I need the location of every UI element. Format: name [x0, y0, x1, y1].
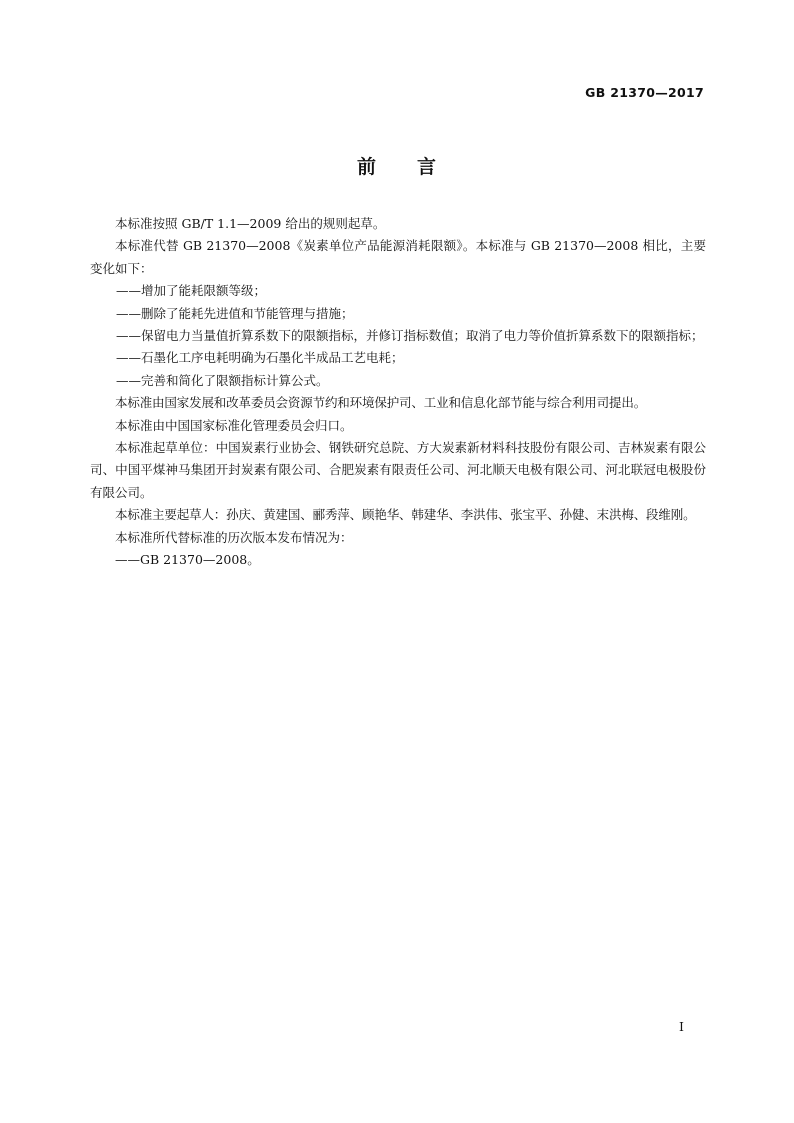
title-part-1: 前: [356, 156, 377, 178]
page-number: I: [679, 1019, 684, 1034]
drafting-units-paragraph: 本标准起草单位：中国炭素行业协会、钢铁研究总院、方大炭素新材料科技股份有限公司、吉林炭素有限公司、中国平煤神马集团开封炭素有限公司、合肥炭素有限责任公司、河北顺天电极有限公司、河北联冠电极股份有限公司。: [90, 440, 706, 500]
proposed-by-paragraph: 本标准由国家发展和改革委员会资源节约和环境保护司、工业和信息化部节能与综合利用司提出。: [115, 395, 647, 411]
replaces-paragraph: 本标准代替 GB 21370—2008《炭素单位产品能源消耗限额》。本标准与 GB 21370—2008 相比，主要变化如下：: [90, 238, 706, 276]
change-list-item: ——删除了能耗先进值和节能管理与措施；: [116, 305, 354, 321]
title-part-2: 言: [417, 156, 438, 178]
change-list-item: ——增加了能耗限额等级；: [116, 283, 267, 299]
previous-editions-paragraph: 本标准所代替标准的历次版本发布情况为：: [115, 529, 353, 545]
change-list-item: ——保留电力当量值折算系数下的限额指标，并修订指标数值；取消了电力等价值折算系数下的限额指标；: [116, 328, 704, 344]
drafting-rule-paragraph: 本标准按照 GB/T 1.1—2009 给出的规则起草。: [115, 216, 386, 231]
edition-list-item: ——GB 21370—2008。: [115, 552, 260, 568]
page-title: [0, 152, 794, 179]
drafters-paragraph: 本标准主要起草人：孙庆、黄建国、郦秀萍、顾艳华、韩建华、李洪伟、张宝平、孙健、末洪梅、段维刚。: [115, 507, 696, 523]
change-list-item: ——石墨化工序电耗明确为石墨化半成品工艺电耗；: [116, 350, 404, 366]
change-list-item: ——完善和简化了限额指标计算公式。: [116, 372, 329, 388]
foreword-body: [90, 213, 706, 572]
managed-by-paragraph: 本标准由中国国家标准化管理委员会归口。: [115, 417, 353, 433]
standard-number: GB 21370—2017: [585, 85, 704, 100]
